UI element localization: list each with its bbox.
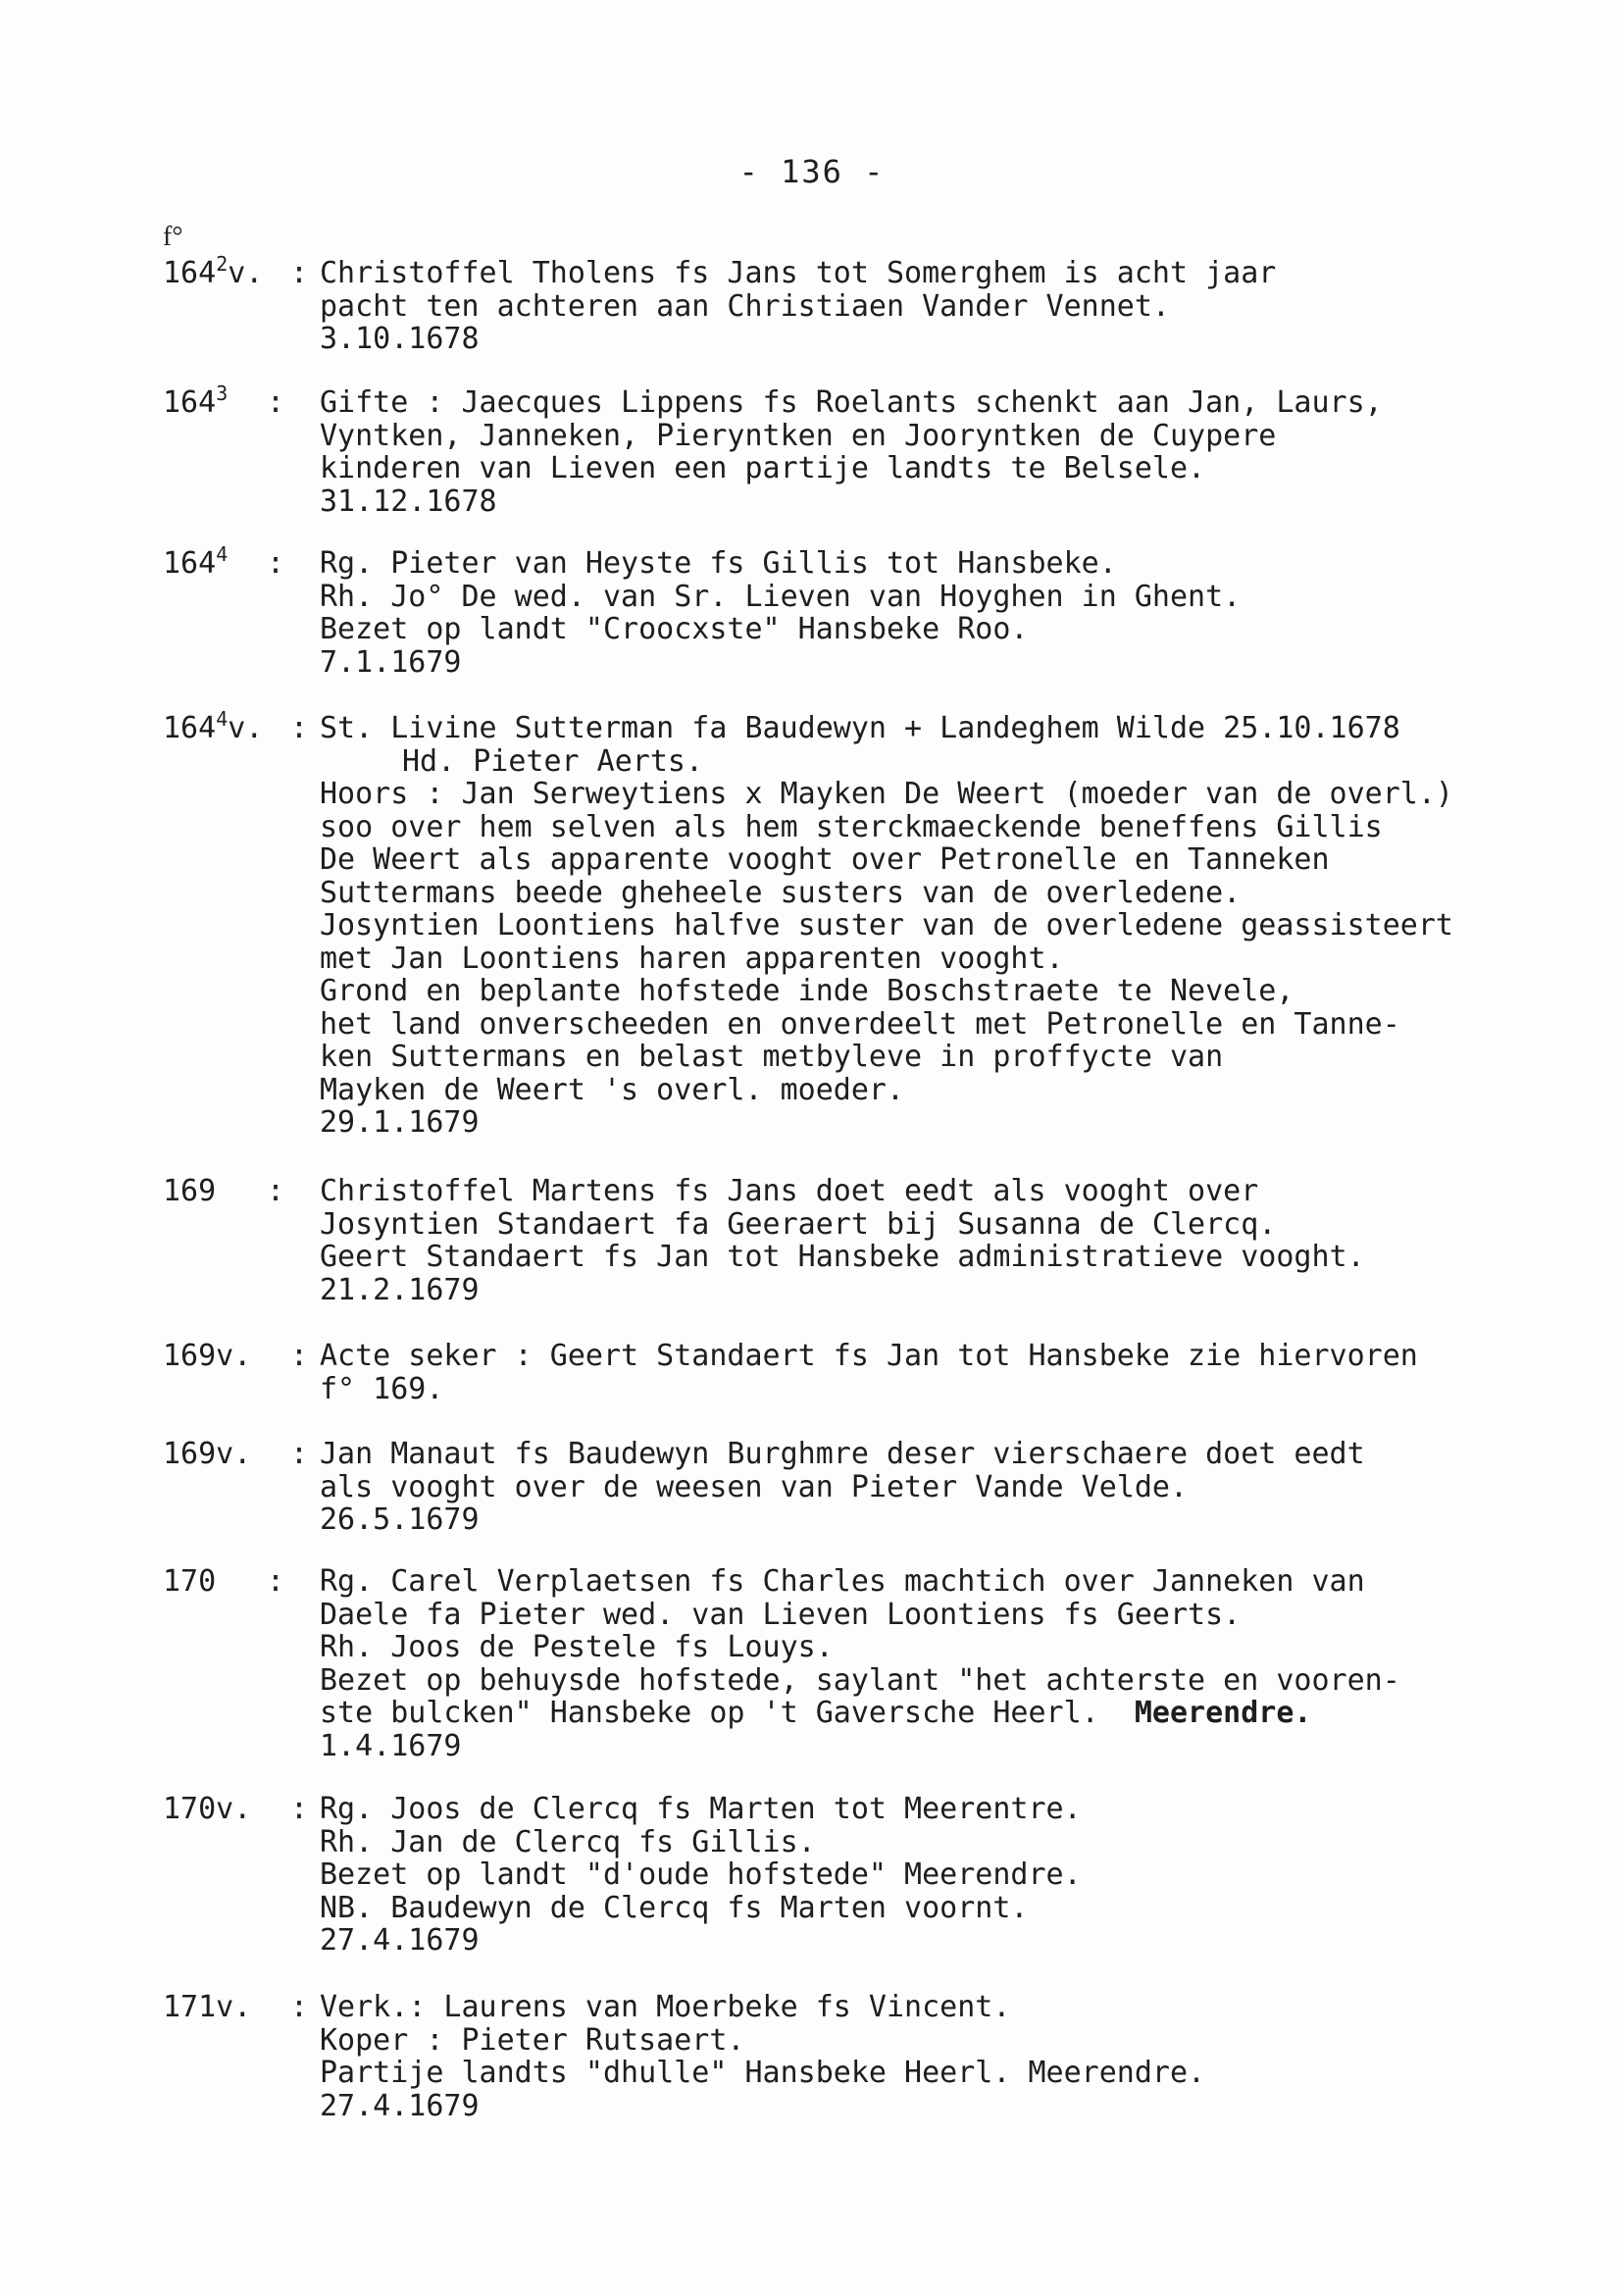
- entry-text: [320, 257, 1595, 356]
- entry-text: [320, 1565, 1595, 1762]
- text-line: als vooght over de weesen van Pieter Vande Velde.: [320, 1469, 1189, 1504]
- text-line: Geert Standaert fs Jan tot Hansbeke administratieve vooght.: [320, 1240, 1365, 1274]
- folio-number: 170v.: [163, 1792, 252, 1826]
- text-line: kinderen van Lieven een partije landts te Belsele.: [320, 451, 1206, 485]
- text-line: 29.1.1679: [320, 1105, 480, 1140]
- text-line: Mayken de Weert 's overl. moeder.: [320, 1072, 905, 1107]
- text-line: soo over hem selven als hem sterckmaeckende beneffens Gillis: [320, 809, 1383, 844]
- text-line: 3.10.1678: [320, 322, 480, 356]
- text-line: 7.1.1679: [320, 644, 462, 680]
- text-line: pacht ten achteren aan Christiaen Vander Vennet.: [320, 288, 1170, 324]
- text-line: Christoffel Tholens fs Jans tot Somerghem is acht jaar: [320, 256, 1277, 290]
- text-line: ken Suttermans en belast metbyleve in proffycte van: [320, 1040, 1224, 1074]
- folio-reference: [163, 542, 320, 581]
- folio-number: 169v.: [163, 1437, 252, 1471]
- text-line: Koper : Pieter Rutsaert.: [320, 2022, 745, 2058]
- folio-label: f°: [163, 222, 183, 252]
- text-line: Vyntken, Janneken, Pieryntken en Jooryntken de Cuypere: [320, 418, 1277, 453]
- text-line: Gifte : Jaecques Lippens fs Roelants schenkt aan Jan, Laurs,: [320, 385, 1383, 420]
- text-line: het land onverscheeden en onverdeelt met Petronelle en Tanne-: [320, 1006, 1400, 1042]
- entry-colon: :: [290, 256, 309, 290]
- entry-colon: :: [290, 1339, 309, 1373]
- text-line: Grond en beplante hofstede inde Boschstraete te Nevele,: [320, 974, 1294, 1008]
- text-line-content: ste bulcken" Hansbeke op 't Gaversche Heerl.: [320, 1696, 1099, 1730]
- entry-text: [320, 1438, 1595, 1537]
- text-line: Rh. Jo° De wed. van Sr. Lieven van Hoyghen in Ghent.: [320, 579, 1242, 614]
- text-line: Suttermans beede gheheele susters van de overledene.: [320, 875, 1242, 910]
- text-line: Josyntien Loontiens halfve suster van de overledene geassisteert: [320, 908, 1453, 942]
- folio-number: 171v.: [163, 1990, 252, 2024]
- entry-text: [320, 547, 1595, 679]
- text-line: Bezet op landt "d'oude hofstede" Meerendre.: [320, 1858, 1082, 1892]
- text-line: Josyntien Standaert fa Geeraert bij Susanna de Clercq.: [320, 1206, 1277, 1242]
- text-line: Rh. Jan de Clercq fs Gillis.: [320, 1824, 816, 1859]
- text-line: NB. Baudewyn de Clercq fs Marten voornt.: [320, 1890, 1029, 1925]
- entry-colon: :: [267, 1174, 285, 1208]
- folio-number: 170: [163, 1564, 217, 1599]
- text-line: 31.12.1678: [320, 484, 497, 519]
- text-line: Partije landts "dhulle" Hansbeke Heerl. Meerendre.: [320, 2056, 1206, 2090]
- bold-annotation: Meerendre.: [1134, 1696, 1312, 1730]
- page-number: - 136 -: [738, 153, 886, 190]
- text-line: Christoffel Martens fs Jans doet eedt als vooght over: [320, 1174, 1259, 1208]
- text-line: Hd. Pieter Aerts.: [402, 743, 704, 779]
- text-line: Rg. Joos de Clercq fs Marten tot Meerentre.: [320, 1792, 1082, 1826]
- entry-colon: :: [267, 385, 285, 420]
- folio-number: 164: [163, 711, 217, 745]
- folio-superscript: 4: [216, 707, 228, 731]
- text-line: Rg. Pieter van Heyste fs Gillis tot Hansbeke.: [320, 546, 1117, 581]
- folio-number: 164: [163, 256, 217, 290]
- folio-reference: [163, 1175, 320, 1208]
- text-line: De Weert als apparente vooght over Petronelle en Tanneken: [320, 842, 1330, 877]
- folio-number: 169v.: [163, 1339, 252, 1373]
- entry-colon: :: [290, 1437, 309, 1471]
- text-line: 26.5.1679: [320, 1502, 480, 1537]
- folio-reference: [163, 1565, 320, 1599]
- text-line: Bezet op behuysde hofstede, saylant "het achterste en vooren-: [320, 1662, 1400, 1698]
- text-line: Bezet op landt "Croocxste" Hansbeke Roo.: [320, 612, 1029, 646]
- text-line: 21.2.1679: [320, 1272, 480, 1307]
- entry-colon: :: [267, 546, 285, 581]
- text-line: [320, 1697, 1595, 1730]
- text-line: St. Livine Sutterman fa Baudewyn + Landeghem Wilde 25.10.1678: [320, 711, 1400, 745]
- text-line: Jan Manaut fs Baudewyn Burghmre deser vierschaere doet eedt: [320, 1437, 1365, 1471]
- entry-colon: :: [290, 1990, 309, 2024]
- text-line: f° 169.: [320, 1371, 444, 1406]
- entry-colon: :: [290, 1792, 309, 1826]
- text-line: Hoors : Jan Serweytiens x Mayken De Weert (moeder van de overl.): [320, 777, 1453, 811]
- folio-number: 169: [163, 1174, 217, 1208]
- entry-text: [320, 386, 1595, 518]
- text-line: Daele fa Pieter wed. van Lieven Loontiens fs Geerts.: [320, 1597, 1242, 1632]
- entry-text: [320, 1340, 1595, 1405]
- entry-text: [320, 1793, 1595, 1958]
- text-line: Acte seker : Geert Standaert fs Jan tot Hansbeke zie hiervoren: [320, 1339, 1418, 1373]
- folio-suffix: v.: [228, 711, 264, 745]
- entry-text: [320, 712, 1595, 1140]
- text-line: 27.4.1679: [320, 1923, 480, 1958]
- text-line: 1.4.1679: [320, 1728, 462, 1763]
- folio-reference: [163, 382, 320, 420]
- entry-text: [320, 1991, 1595, 2122]
- entry-text: [320, 1175, 1595, 1306]
- text-line: met Jan Loontiens haren apparenten vooght.: [320, 941, 1064, 976]
- folio-superscript: 3: [216, 382, 228, 405]
- folio-superscript: 4: [216, 542, 228, 566]
- text-line: Rg. Carel Verplaetsen fs Charles machtich over Janneken van: [320, 1564, 1365, 1599]
- folio-number: 164: [163, 385, 217, 420]
- text-line: Rh. Joos de Pestele fs Louys.: [320, 1630, 834, 1664]
- text-line: 27.4.1679: [320, 2088, 480, 2123]
- folio-number: 164: [163, 546, 217, 581]
- folio-superscript: 2: [216, 252, 228, 276]
- entry-colon: :: [290, 711, 309, 745]
- folio-suffix: v.: [228, 256, 264, 290]
- text-line: Verk.: Laurens van Moerbeke fs Vincent.: [320, 1990, 1011, 2024]
- entry-colon: :: [267, 1564, 285, 1599]
